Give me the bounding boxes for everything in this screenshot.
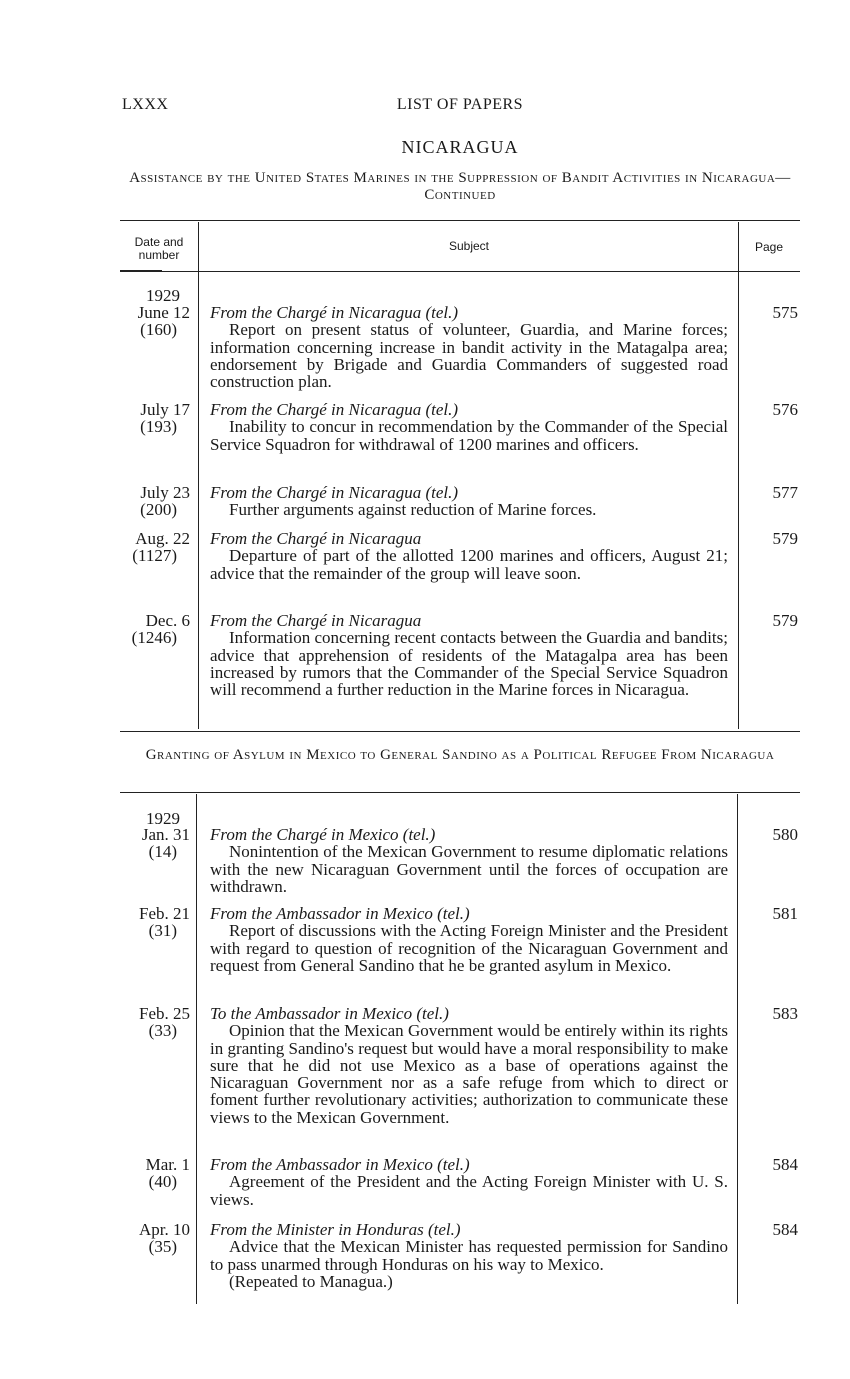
- year-label: 1929: [146, 809, 180, 828]
- country-heading: NICARAGUA: [401, 137, 519, 157]
- table-top-rule: [120, 220, 800, 221]
- table-top-rule: [120, 792, 800, 793]
- entry-sender: From the Minister in Honduras (tel.): [210, 1220, 461, 1239]
- entry-number: (14): [148, 842, 177, 862]
- entry-sender: From the Chargé in Nicaragua: [210, 611, 422, 630]
- entry-page: 583: [772, 1004, 798, 1023]
- entry-page: 581: [772, 904, 798, 923]
- entry-description: Inability to concur in recommendation by the Commander of the Special Service Squadron for withdrawal of 1200 marines and officers.: [210, 417, 728, 454]
- list-item: [110, 303, 810, 392]
- entry-date: Feb. 21: [139, 904, 190, 923]
- entry-description: Departure of part of the allotted 1200 marines and officers, August 21; advice that the remainder of the group will leave soon.: [210, 546, 728, 583]
- entry-page: 579: [772, 611, 798, 630]
- entry-number: (200): [140, 500, 177, 520]
- list-item: [110, 1220, 810, 1291]
- year-label: 1929: [146, 286, 180, 305]
- entry-page: 577: [772, 483, 798, 502]
- entry-number: (1246): [131, 628, 177, 648]
- entry-number: (40): [148, 1172, 177, 1192]
- list-item: [110, 483, 810, 520]
- column-rule-right: [738, 222, 739, 729]
- page-number: LXXX: [122, 96, 169, 113]
- entry-sender: From the Ambassador in Mexico (tel.): [210, 1155, 470, 1174]
- entry-sender: From the Chargé in Mexico (tel.): [210, 825, 436, 844]
- entry-number: (33): [148, 1021, 177, 1041]
- list-item: [110, 1155, 810, 1209]
- entry-sender: From the Chargé in Nicaragua (tel.): [210, 483, 459, 502]
- entry-date: Jan. 31: [141, 825, 190, 844]
- list-item: [110, 611, 810, 700]
- list-item: [110, 904, 810, 975]
- entry-note: (Repeated to Managua.): [229, 1271, 393, 1291]
- list-item: [110, 825, 810, 896]
- entry-date: July 23: [140, 483, 190, 502]
- entry-date: Feb. 25: [139, 1004, 190, 1023]
- entry-description: Report on present status of volunteer, Guardia, and Marine forces; information concerning increase in bandit activity in the Matagalpa area; endorsement by Brigade and Guardia Commanders of suggested road construction plan.: [210, 320, 728, 392]
- entry-description: Agreement of the President and the Acting Foreign Minister with U. S. views.: [210, 1172, 728, 1209]
- entry-description: Nonintention of the Mexican Government to resume diplomatic relations with the new Nicaraguan Government until the forces of occupation are withdrawn.: [210, 842, 728, 896]
- entry-page: 580: [772, 825, 798, 844]
- entry-date: Apr. 10: [139, 1220, 190, 1239]
- entry-page: 584: [772, 1220, 798, 1239]
- entry-description: Report of discussions with the Acting Foreign Minister and the President with regard to question of recognition of the Nicaraguan Government and request from General Sandino that he be granted asylum in Mexico.: [210, 921, 728, 975]
- entry-description: Further arguments against reduction of Marine forces.: [229, 500, 597, 520]
- section-title: Assistance by the United States Marines in the Suppression of Bandit Activities in Nicaragua—Continued: [129, 170, 791, 203]
- entry-description: Advice that the Mexican Minister has requested permission for Sandino to pass unarmed through Honduras on his way to Mexico.: [210, 1237, 728, 1274]
- entry-number: (31): [148, 921, 177, 941]
- entry-sender: From the Ambassador in Mexico (tel.): [210, 904, 470, 923]
- entry-date: Mar. 1: [145, 1155, 190, 1174]
- entry-page: 579: [772, 529, 798, 548]
- entry-page: 584: [772, 1155, 798, 1174]
- entry-description: Opinion that the Mexican Government would be entirely within its rights in granting Sandino's request but would have a moral responsibility to make sure that he did not use Mexico as a base of operations against the Nicaraguan Government nor as a safe refuge from which to direct or foment further revolutionary activities; authorization to communicate these views to the Mexican Government.: [210, 1021, 728, 1127]
- entry-date: Aug. 22: [135, 529, 190, 548]
- list-item: [110, 400, 810, 454]
- entry-sender: From the Chargé in Nicaragua (tel.): [210, 400, 459, 419]
- column-header-date: Date and number: [134, 235, 184, 262]
- entry-number: (160): [140, 320, 177, 340]
- column-header-subject: Subject: [448, 239, 490, 253]
- column-rule-right: [737, 794, 738, 1304]
- column-rule-left: [196, 794, 197, 1304]
- entry-page: 576: [772, 400, 798, 419]
- header-bottom-rule: [120, 271, 800, 272]
- header-thick-rule: [120, 270, 162, 272]
- column-rule-left: [198, 222, 199, 729]
- entry-number: (193): [140, 417, 177, 437]
- list-item: [110, 529, 810, 583]
- entry-number: (1127): [132, 546, 177, 566]
- section-title: Granting of Asylum in Mexico to General Sandino as a Political Refugee From Nicaragua: [145, 747, 775, 763]
- entry-page: 575: [772, 303, 798, 322]
- entry-number: (35): [148, 1237, 177, 1257]
- entry-date: Dec. 6: [145, 611, 190, 630]
- table-bottom-rule: [120, 731, 800, 732]
- entry-sender: From the Chargé in Nicaragua (tel.): [210, 303, 459, 322]
- entry-sender: To the Ambassador in Mexico (tel.): [210, 1004, 449, 1023]
- column-header-page: Page: [754, 240, 784, 254]
- entry-description: Information concerning recent contacts between the Guardia and bandits; advice that apprehension of residents of the Matagalpa area has been increased by rumors that the Commander of the Special Service Squadron will recommend a further reduction in the Marine forces in Nicaragua.: [210, 628, 728, 700]
- entry-date: June 12: [137, 303, 190, 322]
- list-item: [110, 1004, 810, 1127]
- entry-sender: From the Chargé in Nicaragua: [210, 529, 422, 548]
- entry-date: July 17: [140, 400, 190, 419]
- running-title: LIST OF PAPERS: [396, 96, 524, 113]
